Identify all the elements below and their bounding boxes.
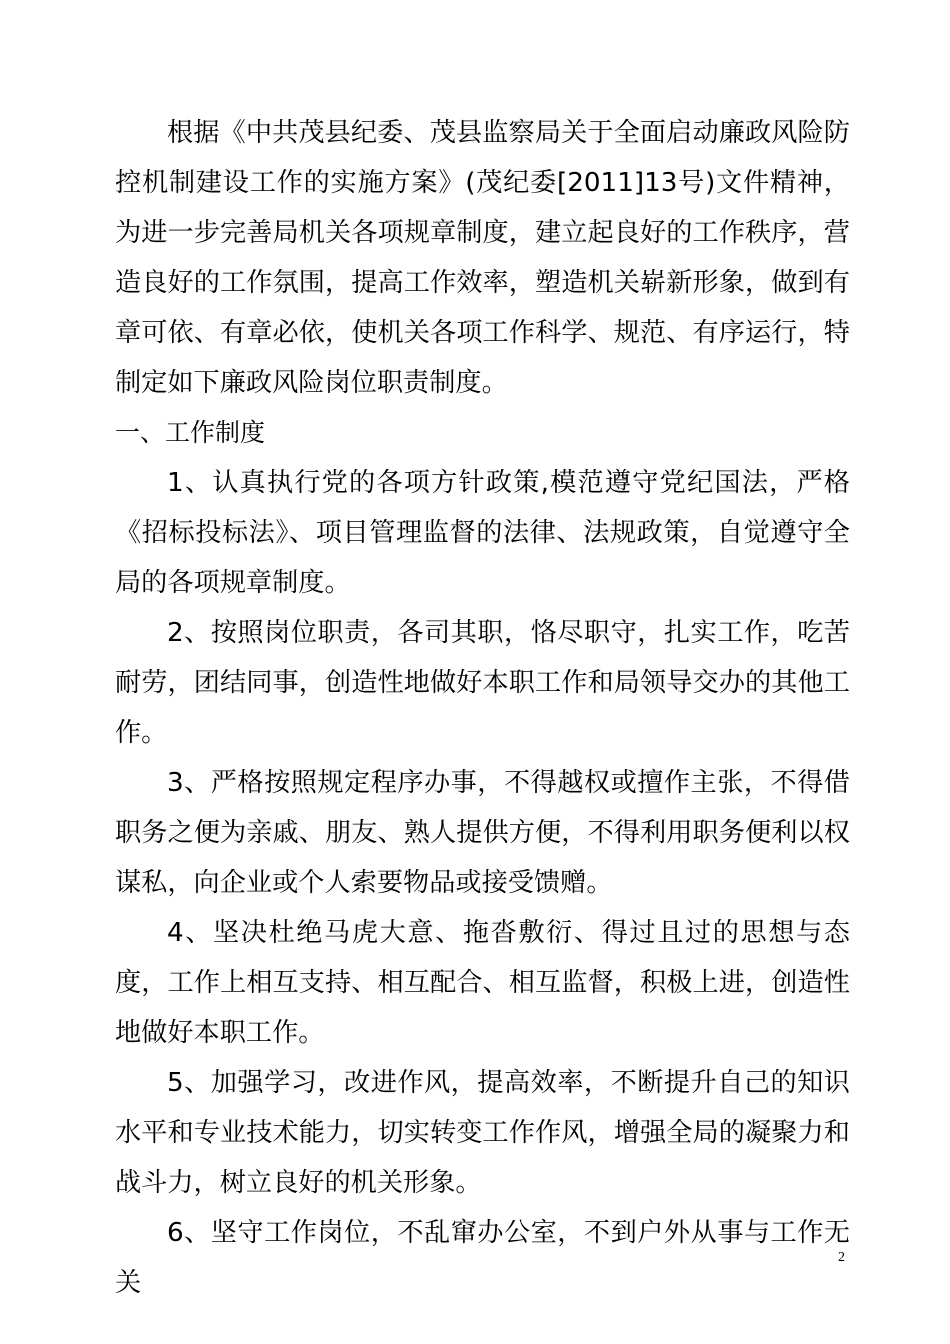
rule-item-2: 2、按照岗位职责，各司其职，恪尽职守，扎实工作，吃苦耐劳，团结同事，创造性地做好本职工作和局领导交办的其他工作。 (115, 618, 850, 748)
document-body (115, 108, 850, 1308)
rule-item-3: 3、严格按照规定程序办事，不得越权或擅作主张，不得借职务之便为亲戚、朋友、熟人提供方便，不得利用职务便利以权谋私，向企业或个人索要物品或接受馈赠。 (115, 768, 850, 898)
rule-item-4: 4、坚决杜绝马虎大意、拖沓敷衍、得过且过的思想与态度，工作上相互支持、相互配合、相互监督，积极上进，创造性地做好本职工作。 (115, 918, 850, 1048)
section-heading: 一、工作制度 (115, 418, 266, 447)
page-number: 2 (838, 1250, 845, 1265)
intro-paragraph: 根据《中共茂县纪委、茂县监察局关于全面启动廉政风险防控机制建设工作的实施方案》(茂纪委[2011]13号)文件精神，为进一步完善局机关各项规章制度，建立起良好的工作秩序，营造良好的工作氛围，提高工作效率，塑造机关崭新形象，做到有章可依、有章必依，使机关各项工作科学、规范、有序运行，特制定如下廉政风险岗位职责制度。 (115, 118, 850, 398)
rule-item-1: 1、认真执行党的各项方针政策,模范遵守党纪国法，严格《招标投标法》、项目管理监督的法律、法规政策，自觉遵守全局的各项规章制度。 (115, 468, 850, 598)
rule-item-5: 5、加强学习，改进作风，提高效率，不断提升自己的知识水平和专业技术能力，切实转变工作作风，增强全局的凝聚力和战斗力，树立良好的机关形象。 (115, 1068, 850, 1198)
rule-item-6: 6、坚守工作岗位，不乱窜办公室，不到户外从事与工作无关 (115, 1218, 850, 1298)
